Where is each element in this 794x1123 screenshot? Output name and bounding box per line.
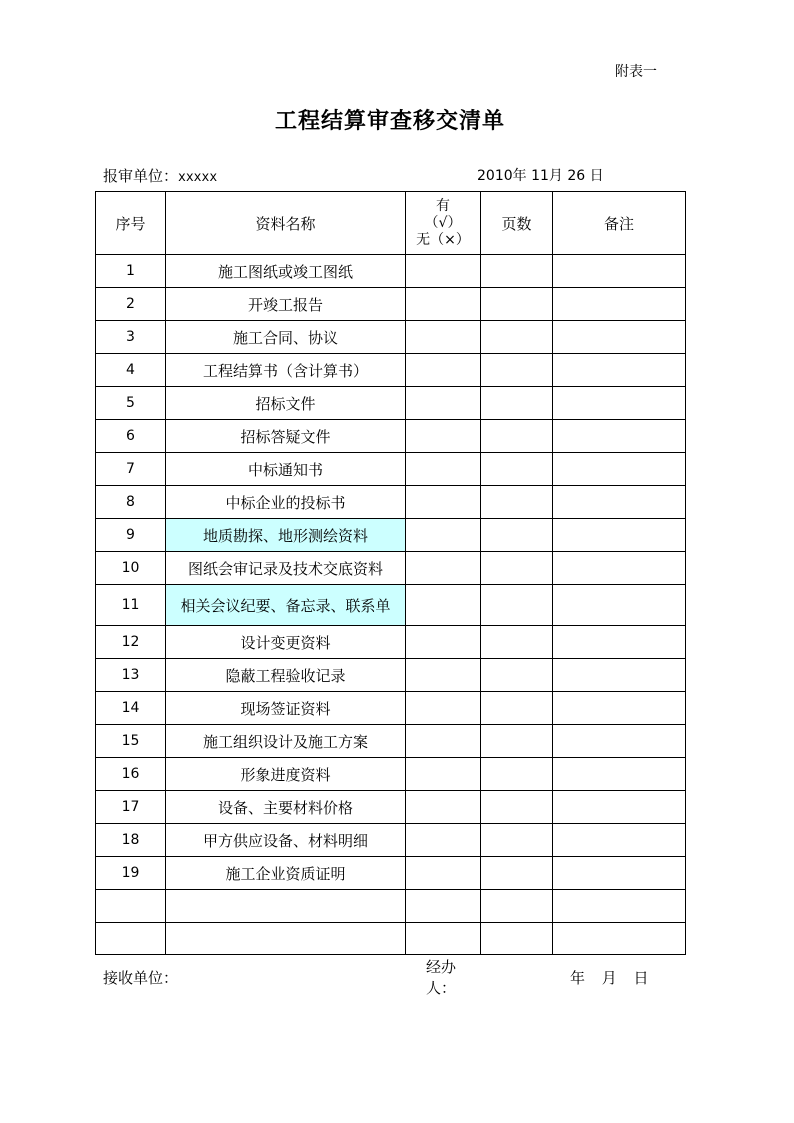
row-remarks[interactable]: [553, 486, 686, 519]
row-pages[interactable]: [481, 321, 553, 354]
col-header-yes: 有: [436, 197, 450, 214]
row-no: 14: [96, 692, 166, 725]
row-name: 施工图纸或竣工图纸: [166, 255, 406, 288]
row-pages[interactable]: [481, 255, 553, 288]
row-remarks[interactable]: [553, 552, 686, 585]
col-header-no: 序号: [96, 192, 166, 255]
row-name: 工程结算书（含计算书）: [166, 354, 406, 387]
row-yes-no[interactable]: [406, 552, 481, 585]
row-name: 图纸会审记录及技术交底资料: [166, 552, 406, 585]
col-header-no-mark: 无（×）: [416, 231, 470, 248]
table-row: [96, 857, 686, 890]
table-row-empty: [96, 923, 686, 955]
col-header-remarks: 备注: [553, 192, 686, 255]
row-no: 16: [96, 758, 166, 791]
row-yes-no[interactable]: [406, 420, 481, 453]
row-pages[interactable]: [481, 552, 553, 585]
row-remarks[interactable]: [553, 387, 686, 420]
table-row: [96, 585, 686, 626]
row-pages[interactable]: [481, 692, 553, 725]
col-header-name: 资料名称: [166, 192, 406, 255]
row-pages[interactable]: [481, 453, 553, 486]
row-remarks[interactable]: [553, 923, 686, 955]
annex-label: 附表一: [615, 64, 657, 80]
row-no: 1: [96, 255, 166, 288]
row-remarks[interactable]: [553, 758, 686, 791]
row-name: 甲方供应设备、材料明细: [166, 824, 406, 857]
row-pages[interactable]: [481, 824, 553, 857]
row-remarks[interactable]: [553, 519, 686, 552]
row-pages[interactable]: [481, 626, 553, 659]
table-row: [96, 321, 686, 354]
row-no: 18: [96, 824, 166, 857]
row-name[interactable]: [166, 923, 406, 955]
row-remarks[interactable]: [553, 659, 686, 692]
row-yes-no[interactable]: [406, 626, 481, 659]
row-pages[interactable]: [481, 923, 553, 955]
table-row: [96, 758, 686, 791]
row-name: 现场签证资料: [166, 692, 406, 725]
table-row: [96, 626, 686, 659]
row-name[interactable]: [166, 890, 406, 923]
row-yes-no[interactable]: [406, 585, 481, 626]
table-row: [96, 288, 686, 321]
row-name: 设备、主要材料价格: [166, 791, 406, 824]
row-no: 2: [96, 288, 166, 321]
table-row: [96, 552, 686, 585]
row-name: 设计变更资料: [166, 626, 406, 659]
row-name: 中标通知书: [166, 453, 406, 486]
row-yes-no[interactable]: [406, 387, 481, 420]
row-no: 11: [96, 585, 166, 626]
row-no: 10: [96, 552, 166, 585]
row-remarks[interactable]: [553, 288, 686, 321]
row-no: 19: [96, 857, 166, 890]
row-pages[interactable]: [481, 387, 553, 420]
row-remarks[interactable]: [553, 890, 686, 923]
row-no: 6: [96, 420, 166, 453]
row-pages[interactable]: [481, 519, 553, 552]
handler-label-line1: 经办: [426, 958, 457, 976]
handover-table: [95, 191, 686, 955]
row-name: 隐蔽工程验收记录: [166, 659, 406, 692]
row-no[interactable]: [96, 923, 166, 955]
col-header-yes-no: [406, 192, 481, 255]
row-remarks[interactable]: [553, 321, 686, 354]
table-row: [96, 387, 686, 420]
row-name: 形象进度资料: [166, 758, 406, 791]
row-name: 招标文件: [166, 387, 406, 420]
row-pages[interactable]: [481, 725, 553, 758]
table-row: [96, 255, 686, 288]
row-pages[interactable]: [481, 486, 553, 519]
table-row: [96, 354, 686, 387]
row-yes-no[interactable]: [406, 288, 481, 321]
table-row: [96, 725, 686, 758]
row-remarks[interactable]: [553, 824, 686, 857]
row-no: 8: [96, 486, 166, 519]
row-yes-no[interactable]: [406, 486, 481, 519]
row-name: 招标答疑文件: [166, 420, 406, 453]
row-pages[interactable]: [481, 585, 553, 626]
table-row: [96, 659, 686, 692]
receive-date: 年 月 日: [570, 969, 649, 987]
row-remarks[interactable]: [553, 725, 686, 758]
row-no: 13: [96, 659, 166, 692]
row-name: 中标企业的投标书: [166, 486, 406, 519]
submitting-unit-value: xxxxx: [178, 170, 218, 185]
row-yes-no[interactable]: [406, 453, 481, 486]
row-no: 3: [96, 321, 166, 354]
row-yes-no[interactable]: [406, 659, 481, 692]
row-remarks[interactable]: [553, 791, 686, 824]
row-pages[interactable]: [481, 758, 553, 791]
row-yes-no[interactable]: [406, 354, 481, 387]
row-remarks[interactable]: [553, 692, 686, 725]
col-header-pages: 页数: [481, 192, 553, 255]
row-no: 12: [96, 626, 166, 659]
row-no[interactable]: [96, 890, 166, 923]
submitting-unit-label: 报审单位：: [103, 167, 179, 185]
row-yes-no[interactable]: [406, 824, 481, 857]
col-header-yes-mark: （√）: [424, 214, 462, 231]
table-row: [96, 824, 686, 857]
row-name: 开竣工报告: [166, 288, 406, 321]
row-pages[interactable]: [481, 857, 553, 890]
row-name: 施工企业资质证明: [166, 857, 406, 890]
handler-label-line2: 人：: [426, 979, 457, 997]
row-remarks[interactable]: [553, 626, 686, 659]
handler-label: [426, 957, 456, 999]
row-no: 15: [96, 725, 166, 758]
row-remarks[interactable]: [553, 453, 686, 486]
row-yes-no[interactable]: [406, 857, 481, 890]
row-pages[interactable]: [481, 659, 553, 692]
row-remarks[interactable]: [553, 857, 686, 890]
row-pages[interactable]: [481, 420, 553, 453]
submit-date: 2010年 11月 26 日: [477, 168, 604, 184]
table-row-empty: [96, 890, 686, 923]
submitting-unit: [103, 165, 217, 186]
row-no: 17: [96, 791, 166, 824]
receiving-unit-label: 接收单位：: [103, 969, 179, 987]
row-yes-no[interactable]: [406, 255, 481, 288]
row-yes-no[interactable]: [406, 321, 481, 354]
row-name: 施工组织设计及施工方案: [166, 725, 406, 758]
table-row: [96, 453, 686, 486]
table-row: [96, 519, 686, 552]
row-remarks[interactable]: [553, 255, 686, 288]
row-no: 9: [96, 519, 166, 552]
table-row: [96, 791, 686, 824]
row-name-highlighted: 相关会议纪要、备忘录、联系单: [166, 585, 406, 626]
row-no: 4: [96, 354, 166, 387]
row-yes-no[interactable]: [406, 758, 481, 791]
row-remarks[interactable]: [553, 354, 686, 387]
row-name-highlighted: 地质勘探、地形测绘资料: [166, 519, 406, 552]
row-yes-no[interactable]: [406, 923, 481, 955]
row-remarks[interactable]: [553, 420, 686, 453]
table-row: [96, 486, 686, 519]
table-row: [96, 692, 686, 725]
row-yes-no[interactable]: [406, 725, 481, 758]
row-no: 7: [96, 453, 166, 486]
row-pages[interactable]: [481, 791, 553, 824]
row-yes-no[interactable]: [406, 692, 481, 725]
row-yes-no[interactable]: [406, 890, 481, 923]
row-pages[interactable]: [481, 354, 553, 387]
table-header-row: [96, 192, 686, 255]
row-no: 5: [96, 387, 166, 420]
row-pages[interactable]: [481, 288, 553, 321]
row-pages[interactable]: [481, 890, 553, 923]
row-yes-no[interactable]: [406, 791, 481, 824]
page-title: 工程结算审查移交清单: [274, 109, 505, 134]
row-remarks[interactable]: [553, 585, 686, 626]
table-row: [96, 420, 686, 453]
row-name: 施工合同、协议: [166, 321, 406, 354]
row-yes-no[interactable]: [406, 519, 481, 552]
